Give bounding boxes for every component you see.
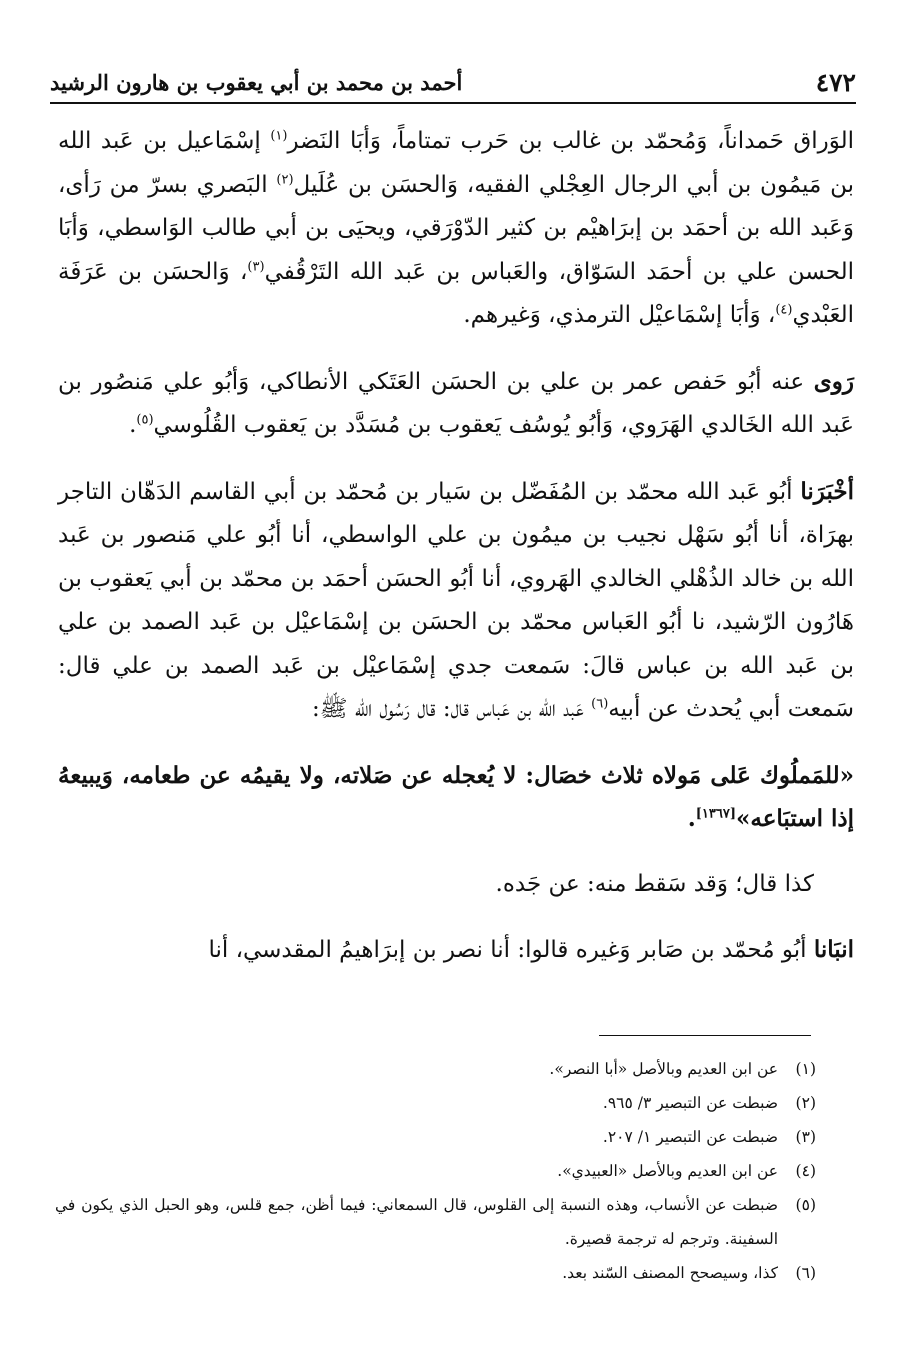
footnote-divider	[599, 1035, 811, 1036]
footnote-ref: (٤)	[775, 302, 793, 318]
footnote-text: ضبطت عن التبصير ٣/ ٩٦٥.	[602, 1094, 778, 1112]
page-header	[50, 62, 856, 104]
page-number: ٤٧٢	[815, 67, 856, 97]
footnote-ref: (٢)	[276, 171, 294, 187]
footnote-text: ضبطت عن التبصير ١/ ٢٠٧.	[602, 1128, 778, 1146]
footnote-number: (٦)	[795, 1264, 816, 1282]
paragraph-note: كذا قال؛ وَقد سَقط منه: عن جَده.	[495, 870, 814, 897]
footnote-ref: (٦)	[591, 696, 609, 712]
paragraph-students	[58, 360, 854, 448]
footnote-item	[55, 1188, 816, 1256]
text-run: ، وَالحسَن بن عَرَفَة العَبْدي	[58, 258, 854, 328]
running-title: أحمد بن محمد بن أبي يعقوب بن هارون الرشيد	[50, 69, 463, 95]
footnote-number: (٣)	[795, 1128, 816, 1146]
footnote-number: (١)	[795, 1060, 816, 1078]
text-run: إسْمَاعيل بن عَبد الله بن مَيمُون بن أبي الرجال العِجْلي الفقيه، وَالحسَن بن عُلَيل	[58, 128, 854, 198]
text-run: أبُو مُحمّد بن صَابر وَغيره قالوا: أنا نصر بن إبرَاهيمُ المقدسي، أنا	[208, 937, 814, 963]
footnote-number: (٥)	[795, 1196, 816, 1214]
footnote-text: ضبطت عن الأنساب، وهذه النسبة إلى القلوس، قال السمعاني: فيما أظن، جمع قلس، وهو الحبل الذي يكون في السفينة. وترجم له ترجمة قصيرة.	[55, 1196, 778, 1248]
footnote-text: عن ابن العديم وبالأصل «العبيدي».	[557, 1162, 778, 1180]
footnote-item	[55, 1120, 816, 1154]
paragraph-isnad	[58, 470, 854, 732]
lead-word: أخْبَرَنا	[800, 477, 854, 505]
text-run: الوَراق حَمداناً، وَمُحمّد بن غالب بن حَرب تمتاماً، وَأبَا النَضر	[287, 128, 854, 154]
main-text	[58, 120, 854, 973]
hadith-text: «للمَملُوك عَلى مَولاه ثلاث خصَال: لا يُعجله عن صَلاته، ولا يقيمُه عن طعامه، وَيبيعهُ إذا استبَاعه»	[58, 761, 854, 832]
footnote-number: (٢)	[795, 1094, 816, 1112]
footnote-text: كذا، وسيصحح المصنف السّند بعد.	[562, 1264, 778, 1282]
footnote-ref: (٣)	[247, 258, 265, 274]
lead-word: انبَانا	[813, 936, 854, 963]
text-run: عَبد الله بن عَباس قال: قال رَسُول الله ﷺ:	[311, 696, 592, 722]
text-run: .	[129, 412, 137, 438]
paragraph-next-isnad	[58, 928, 854, 973]
text-run: البَصري بسرّ من رَأى، وَعَبد الله بن أحمَد بن إبرَاهيْم بن كثير الدّوْرَقي، ويحيَى بن أبي طالب الوَاسطي، وَأبَا الحسن علي بن أحمَد السَوّاق، والعَباس بن عَبد الله التَرْقُفي	[58, 171, 854, 285]
paragraph-hadith	[58, 754, 854, 841]
paragraph-teachers	[58, 120, 854, 338]
footnote-ref: (٥)	[136, 412, 154, 428]
text-run: ، وَأبَا إسْمَاعيْل الترمذي، وَغيرهم.	[463, 302, 776, 328]
text-run: عنه أبُو حَفص عمر بن علي بن الحسَن العَتَكي الأنطاكي، وَأبُو علي مَنصُور بن عَبد الله الخَالدي الهَرَوي، وَأبُو يُوسُف يَعقوب بن مُسَدَّد بن يَعقوب القُلُوسي	[58, 368, 854, 438]
footnote-text: عن ابن العديم وبالأصل «أبا النصر».	[549, 1060, 778, 1078]
footnote-number: (٤)	[795, 1162, 816, 1180]
lead-word: رَوى	[813, 367, 854, 395]
footnote-item	[55, 1086, 816, 1120]
footnote-item	[55, 1256, 816, 1290]
text-run: أبُو عَبد الله محمّد بن المُفَضّل بن سَيار بن مُحمّد بن أبي القاسم الدَهّان التاجر بهرَاة، أنا أبُو سَهْل نجيب بن ميمُون بن علي الواسطي، أنا أبُو علي مَنصور بن عَبد الله بن خالد الذُهْلي الخالدي الهَروي، أنا أبُو الحسَن أحمَد بن محمّد بن أبي يَعقوب بن هَارُون الرّشيد، نا أبُو العَباس محمّد بن الحسَن بن إسْمَاعيْل بن عَبد الصمد بن علي بن عَبد الله بن عباس قالَ: سَمعت جدي إسْمَاعيْل بن عَبد الصمد بن علي قال: سَمعت أبي يُحدث عن أبيه	[58, 478, 855, 722]
footnotes	[55, 1052, 816, 1290]
footnote-ref: (١)	[270, 128, 288, 144]
footnote-item	[55, 1154, 816, 1188]
footnote-item	[55, 1052, 816, 1086]
text-run: .	[687, 805, 696, 832]
hadith-number: [١٣٦٧]	[695, 806, 736, 822]
